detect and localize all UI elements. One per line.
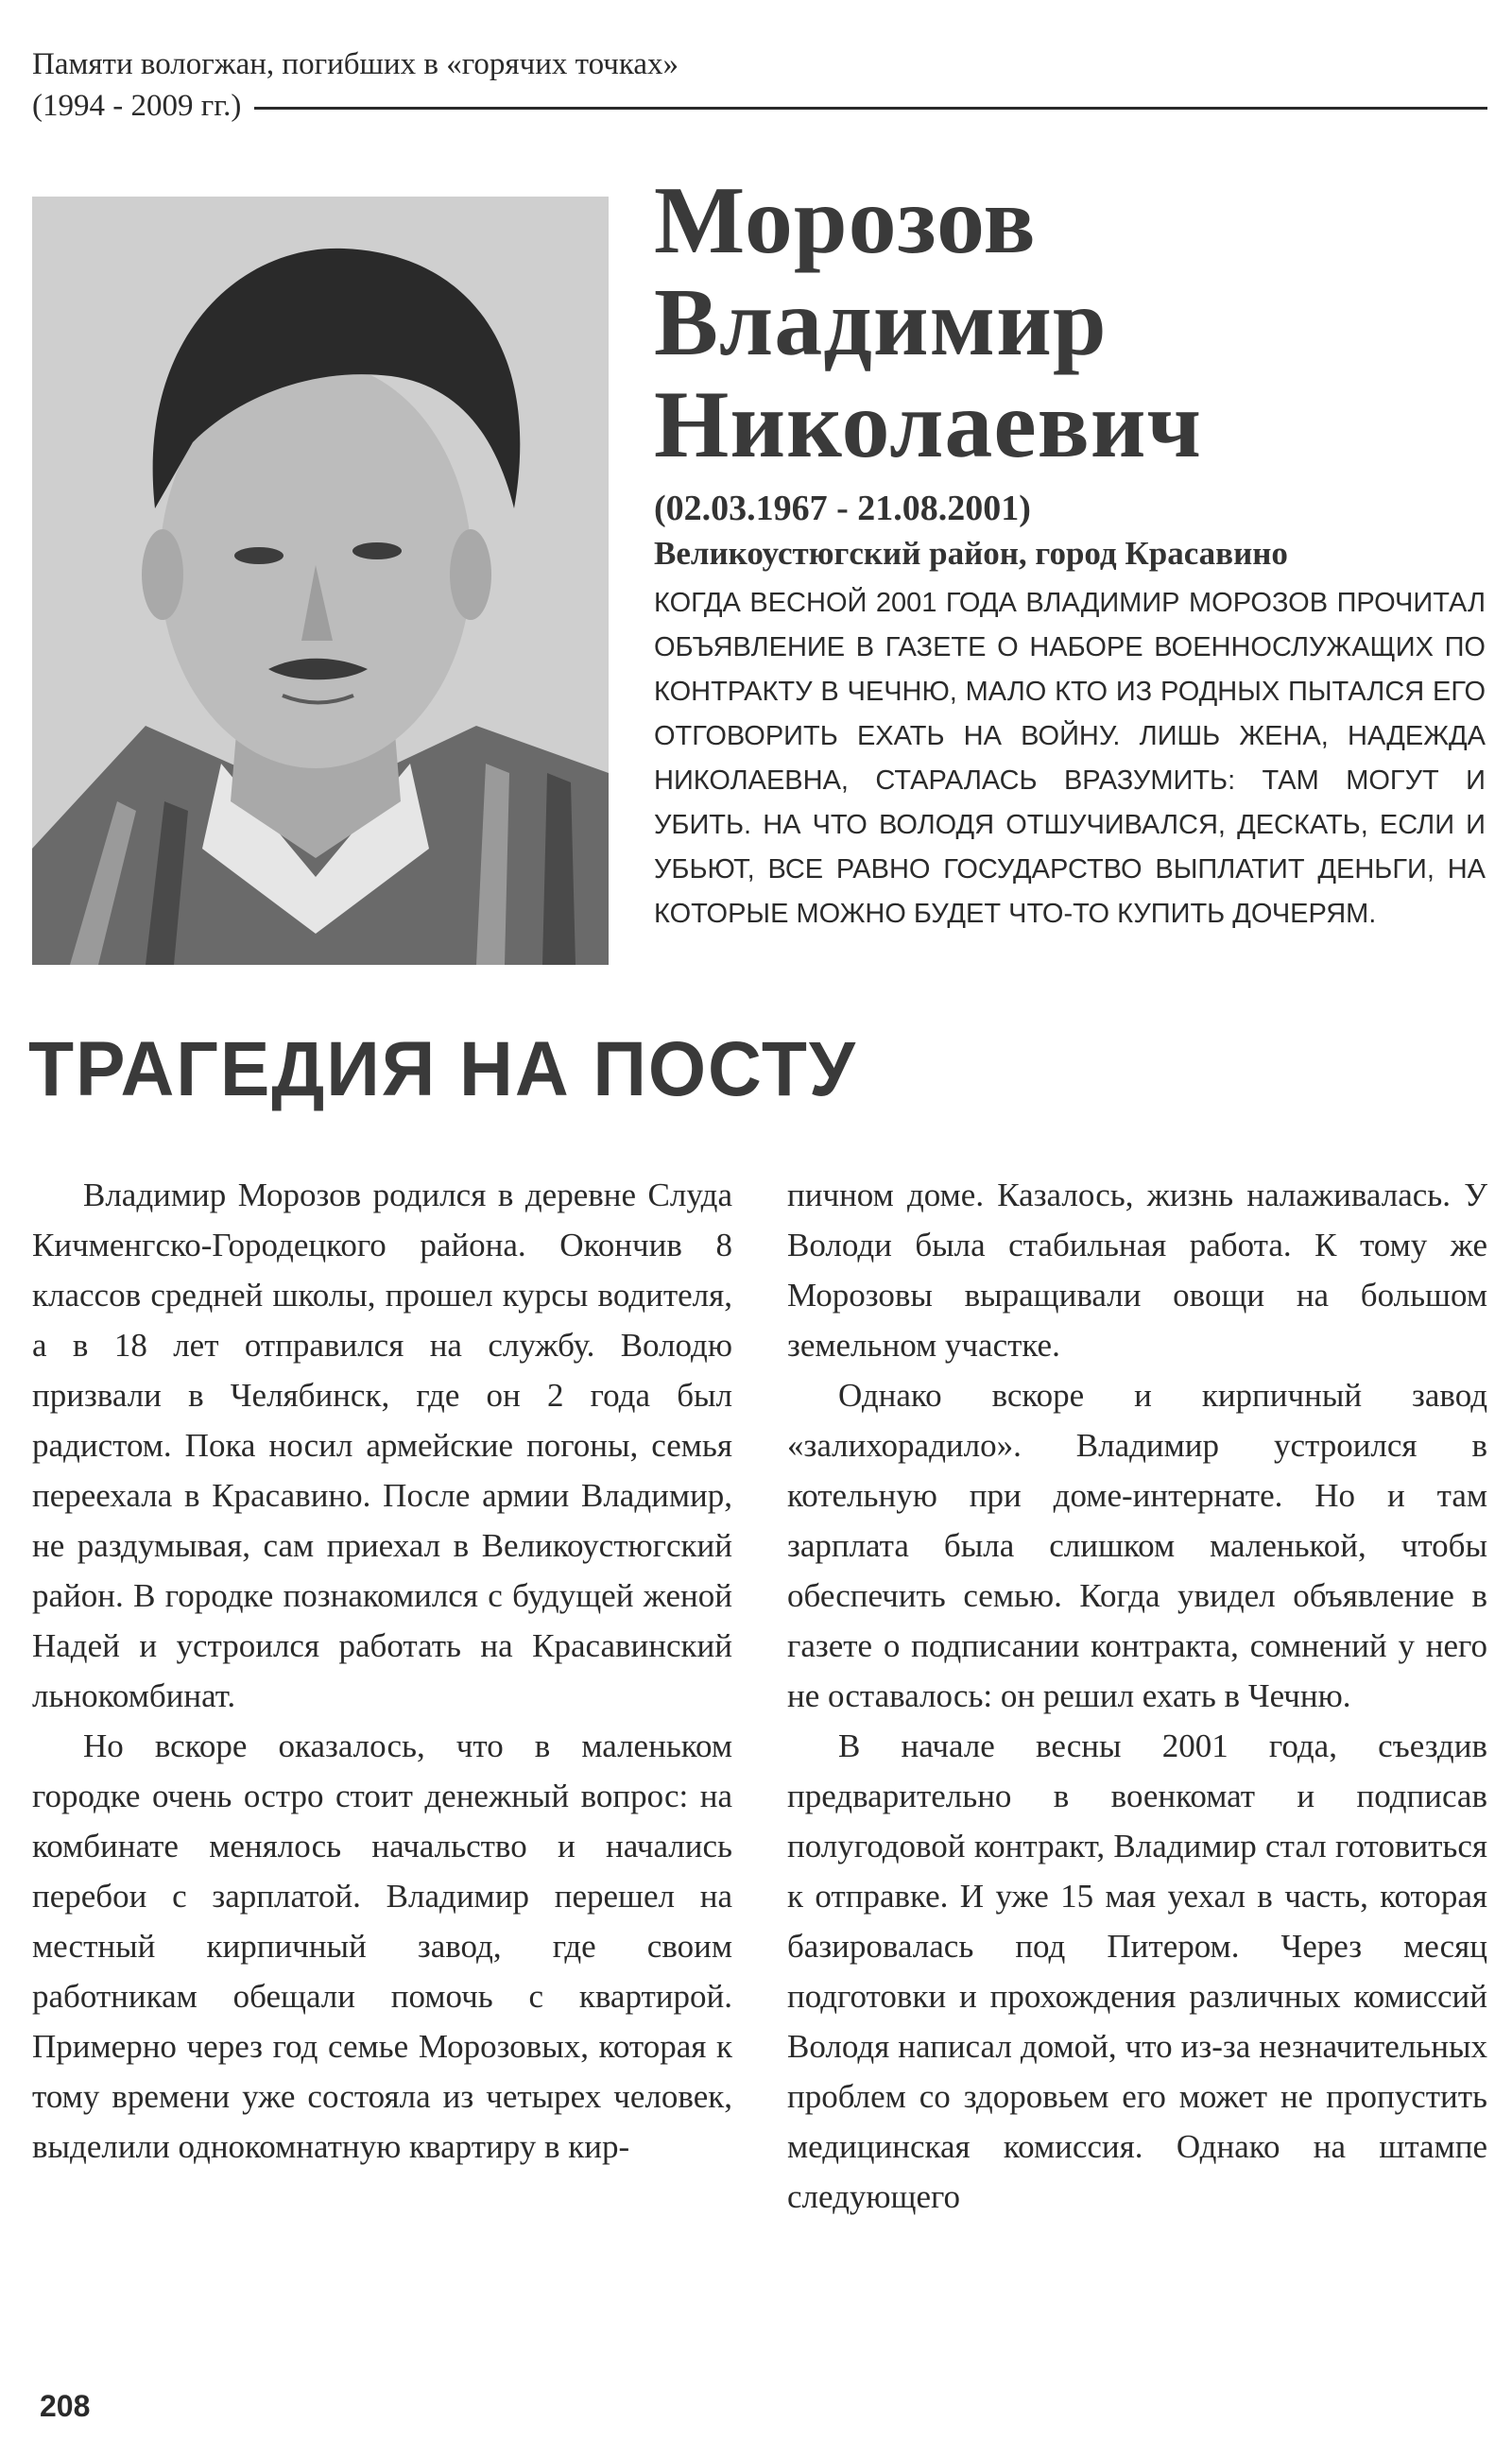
page-number: 208 <box>40 2389 91 2423</box>
article-body <box>32 1170 1487 2342</box>
patronymic: Николаевич <box>654 371 1203 478</box>
portrait-photo <box>32 197 609 965</box>
person-heading <box>654 167 1486 576</box>
running-head <box>32 43 1487 127</box>
body-paragraph: пичном доме. Казалось, жизнь налаживалась. У Володи была стабильная работа. К тому же Морозовы выращивали овощи на большом земельном участке. <box>787 1177 1487 1364</box>
given-name: Владимир <box>654 269 1108 376</box>
lede-paragraph: КОГДА ВЕСНОЙ 2001 ГОДА ВЛАДИМИР МОРОЗОВ ПРОЧИТАЛ ОБЪЯВЛЕНИЕ В ГАЗЕТЕ О НАБОРЕ ВОЕННОСЛУЖАЩИХ ПО КОНТРАКТУ В ЧЕЧНЮ, МАЛО КТО ИЗ РОДНЫХ ПЫТАЛСЯ ЕГО ОТГОВОРИТЬ ЕХАТЬ НА ВОЙНУ. ЛИШЬ ЖЕНА, НАДЕЖДА НИКОЛАЕВНА, СТАРАЛАСЬ ВРАЗУМИТЬ: ТАМ МОГУТ И УБИТЬ. НА ЧТО ВОЛОДЯ ОТШУЧИВАЛСЯ, ДЕСКАТЬ, ЕСЛИ И УБЬЮТ, ВСЕ РАВНО ГОСУДАРСТВО ВЫПЛАТИТ ДЕНЬГИ, НА КОТОРЫЕ МОЖНО БУДЕТ ЧТО-ТО КУПИТЬ ДОЧЕРЯМ. <box>654 588 1486 929</box>
body-column-1 <box>32 1170 732 2342</box>
surname: Морозов <box>654 167 1037 274</box>
body-paragraph: Владимир Морозов родился в деревне Слуда Кичменгско-Городецкого района. Окончив 8 классов средней школы, прошел курсы водителя, а в 18 лет отправился на службу. Володю призвали в Челябинск, где он 2 года был радистом. Пока носил армейские погоны, семья переехала в Красавино. После армии Владимир, не раздумывая, сам приехал в Великоустюгский район. В городке познакомился с будущей женой Надей и устроился работать на Красавинский льнокомбинат. <box>32 1177 732 1714</box>
running-head-title: Памяти вологжан, погибших в «горячих точках» <box>32 47 679 81</box>
body-column-2 <box>787 1170 1487 2342</box>
portrait-illustration <box>32 197 609 965</box>
running-head-rule <box>254 107 1487 110</box>
running-head-years: (1994 - 2009 гг.) <box>32 89 242 123</box>
body-paragraph: В начале весны 2001 года, съездив предварительно в военкомат и подписав полугодовой контракт, Владимир стал готовиться к отправке. И уже 15 мая уехал в часть, которая базировалась под Питером. Через месяц подготовки и прохождения различных комиссий Володя написал домой, что из-за незначительных проблем со здоровьем его может не пропустить медицинская комиссия. Однако на штампе следующего <box>787 1727 1487 2215</box>
birth-place: Великоустюгский район, город Красавино <box>654 535 1288 572</box>
body-paragraph: Однако вскоре и кирпичный завод «залихорадило». Владимир устроился в котельную при доме-интернате. Но и там зарплата была слишком маленькой, чтобы обеспечить семью. Когда увидел объявление в газете о подписании контракта, сомнений у него не оставалось: он решил ехать в Чечню. <box>787 1377 1487 1714</box>
life-dates: (02.03.1967 - 21.08.2001) <box>654 489 1031 528</box>
article-headline: ТРАГЕДИЯ НА ПОСТУ <box>28 1026 857 1112</box>
body-paragraph: Но вскоре оказалось, что в маленьком городке очень остро стоит денежный вопрос: на комбинате менялось начальство и начались перебои с зарплатой. Владимир перешел на местный кирпичный завод, где своим работникам обещали помочь с квартирой. Примерно через год семье Морозовых, которая к тому времени уже состояла из четырех человек, выделили однокомнатную квартиру в кир- <box>32 1727 732 2165</box>
